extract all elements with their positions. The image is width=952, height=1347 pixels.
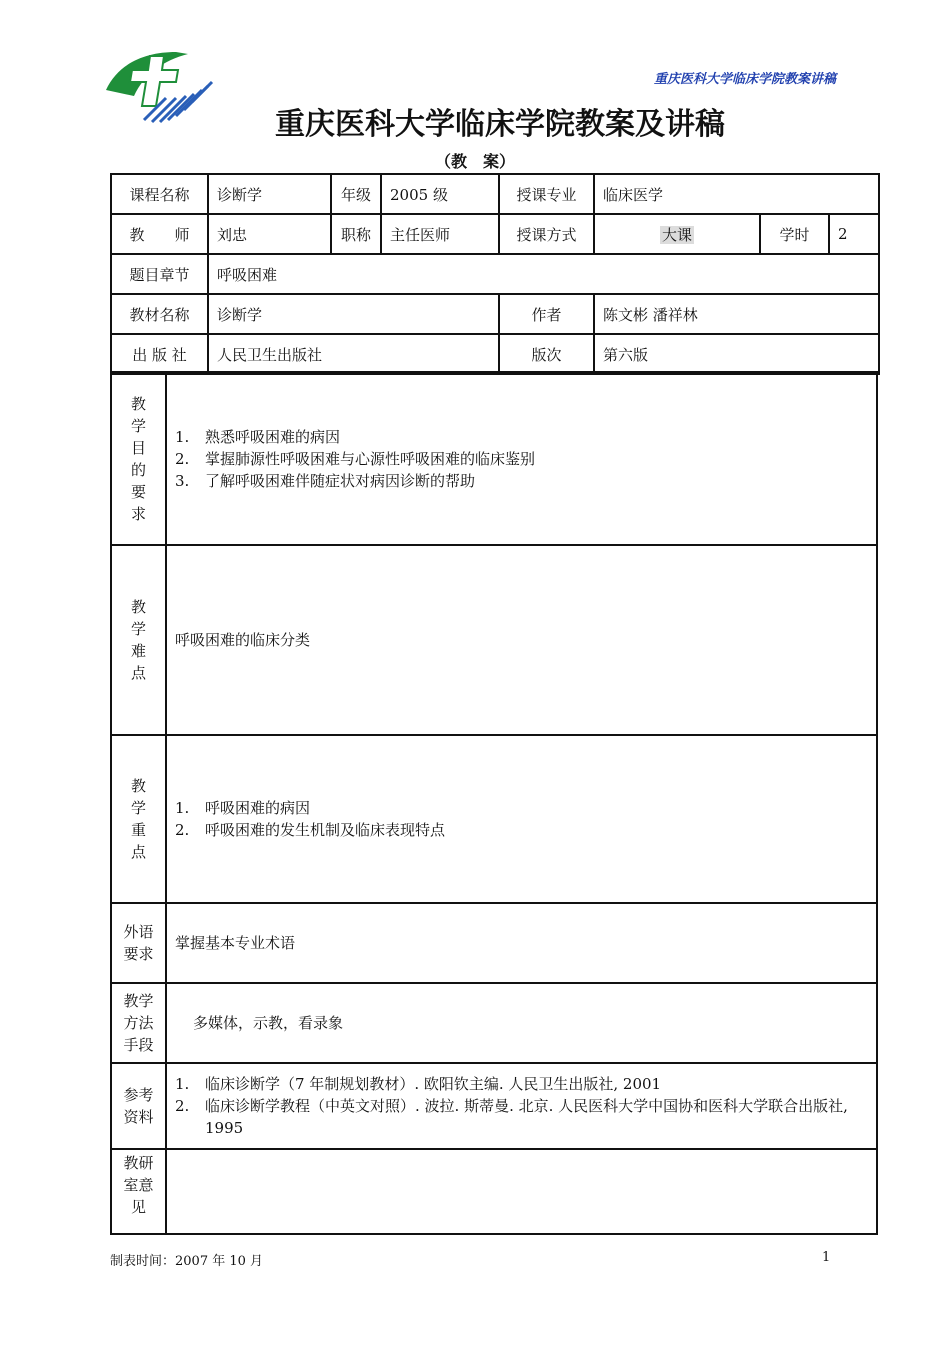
chapter-value: 呼吸困难 xyxy=(208,254,879,294)
school-cross-logo-icon xyxy=(104,46,216,126)
teaching-method-value: 大课 xyxy=(661,225,692,244)
author-value: 陈文彬 潘祥林 xyxy=(594,294,879,334)
methods-row xyxy=(111,983,877,1063)
hours-label: 学时 xyxy=(760,214,829,254)
teacher-label: 教 师 xyxy=(111,214,208,254)
major-value: 临床医学 xyxy=(594,174,879,214)
list-item: 3. 了解呼吸困难伴随症状对病因诊断的帮助 xyxy=(175,471,476,490)
table-row xyxy=(111,294,879,334)
key-points-list xyxy=(175,797,868,841)
job-title-label: 职称 xyxy=(331,214,381,254)
list-item: 1. 熟悉呼吸困难的病因 xyxy=(175,427,341,446)
methods-label: 教学 方法 手段 xyxy=(111,983,166,1063)
edition-label: 版次 xyxy=(499,334,594,374)
references-content xyxy=(166,1063,877,1149)
objectives-list xyxy=(175,426,868,492)
foreign-language-content: 掌握基本专业术语 xyxy=(166,903,877,983)
difficulty-label: 教 学 难 点 xyxy=(111,545,166,735)
textbook-label: 教材名称 xyxy=(111,294,208,334)
references-list xyxy=(175,1073,868,1139)
references-label: 参考 资料 xyxy=(111,1063,166,1149)
page-title: 重庆医科大学临床学院教案及讲稿 xyxy=(275,107,725,142)
page-subtitle: （教 案） xyxy=(434,152,515,171)
list-item: 1. 呼吸困难的病因 xyxy=(175,799,311,817)
key-points-label: 教 学 重 点 xyxy=(111,735,166,903)
table-row xyxy=(111,254,879,294)
office-opinion-row xyxy=(111,1149,877,1234)
office-opinion-content xyxy=(166,1149,877,1234)
key-points-row xyxy=(111,735,877,903)
list-item: 2. 临床诊断学教程（中英文对照）. 波拉. 斯蒂曼. 北京. 人民医科大学中国协和医科大学联合出版社, 1995 xyxy=(175,1097,848,1137)
publisher-value: 人民卫生出版社 xyxy=(208,334,499,374)
teaching-method-cell xyxy=(594,214,760,254)
table-row xyxy=(111,174,879,214)
office-opinion-label: 教研 室意 见 xyxy=(111,1149,166,1234)
teaching-method-label: 授课方式 xyxy=(499,214,594,254)
grade-value: 2005 级 xyxy=(381,174,499,214)
publisher-label: 出 版 社 xyxy=(111,334,208,374)
table-row xyxy=(111,334,879,374)
teacher-value: 刘忠 xyxy=(208,214,331,254)
footer-date: 制表时间：2007 年 10 月 xyxy=(110,1254,264,1269)
objectives-row xyxy=(111,372,877,545)
references-row xyxy=(111,1063,877,1149)
course-info-table xyxy=(110,173,880,375)
chapter-label: 题目章节 xyxy=(111,254,208,294)
foreign-language-label: 外语 要求 xyxy=(111,903,166,983)
list-item: 2. 掌握肺源性呼吸困难与心源性呼吸困难的临床鉴别 xyxy=(175,449,536,468)
section-table xyxy=(110,371,878,1235)
textbook-value: 诊断学 xyxy=(208,294,499,334)
key-points-content xyxy=(166,735,877,903)
edition-value: 第六版 xyxy=(594,334,879,374)
course-name-label: 课程名称 xyxy=(111,174,208,214)
author-label: 作者 xyxy=(499,294,594,334)
foreign-language-row xyxy=(111,903,877,983)
methods-content: 多媒体，示教，看录象 xyxy=(166,983,877,1063)
list-item: 2. 呼吸困难的发生机制及临床表现特点 xyxy=(175,821,446,839)
hours-value: 2 xyxy=(829,214,879,254)
major-label: 授课专业 xyxy=(499,174,594,214)
job-title-value: 主任医师 xyxy=(381,214,499,254)
page-number: 1 xyxy=(822,1250,831,1265)
objectives-content xyxy=(166,372,877,545)
difficulty-row xyxy=(111,545,877,735)
list-item: 1. 临床诊断学（7 年制规划教材）. 欧阳钦主编. 人民卫生出版社, 2001 xyxy=(175,1075,662,1093)
grade-label: 年级 xyxy=(331,174,381,214)
objectives-label: 教 学 目 的 要 求 xyxy=(111,372,166,545)
course-name-value: 诊断学 xyxy=(208,174,331,214)
table-row xyxy=(111,214,879,254)
header-tag: 重庆医科大学临床学院教案讲稿 xyxy=(653,72,836,87)
difficulty-content: 呼吸困难的临床分类 xyxy=(166,545,877,735)
